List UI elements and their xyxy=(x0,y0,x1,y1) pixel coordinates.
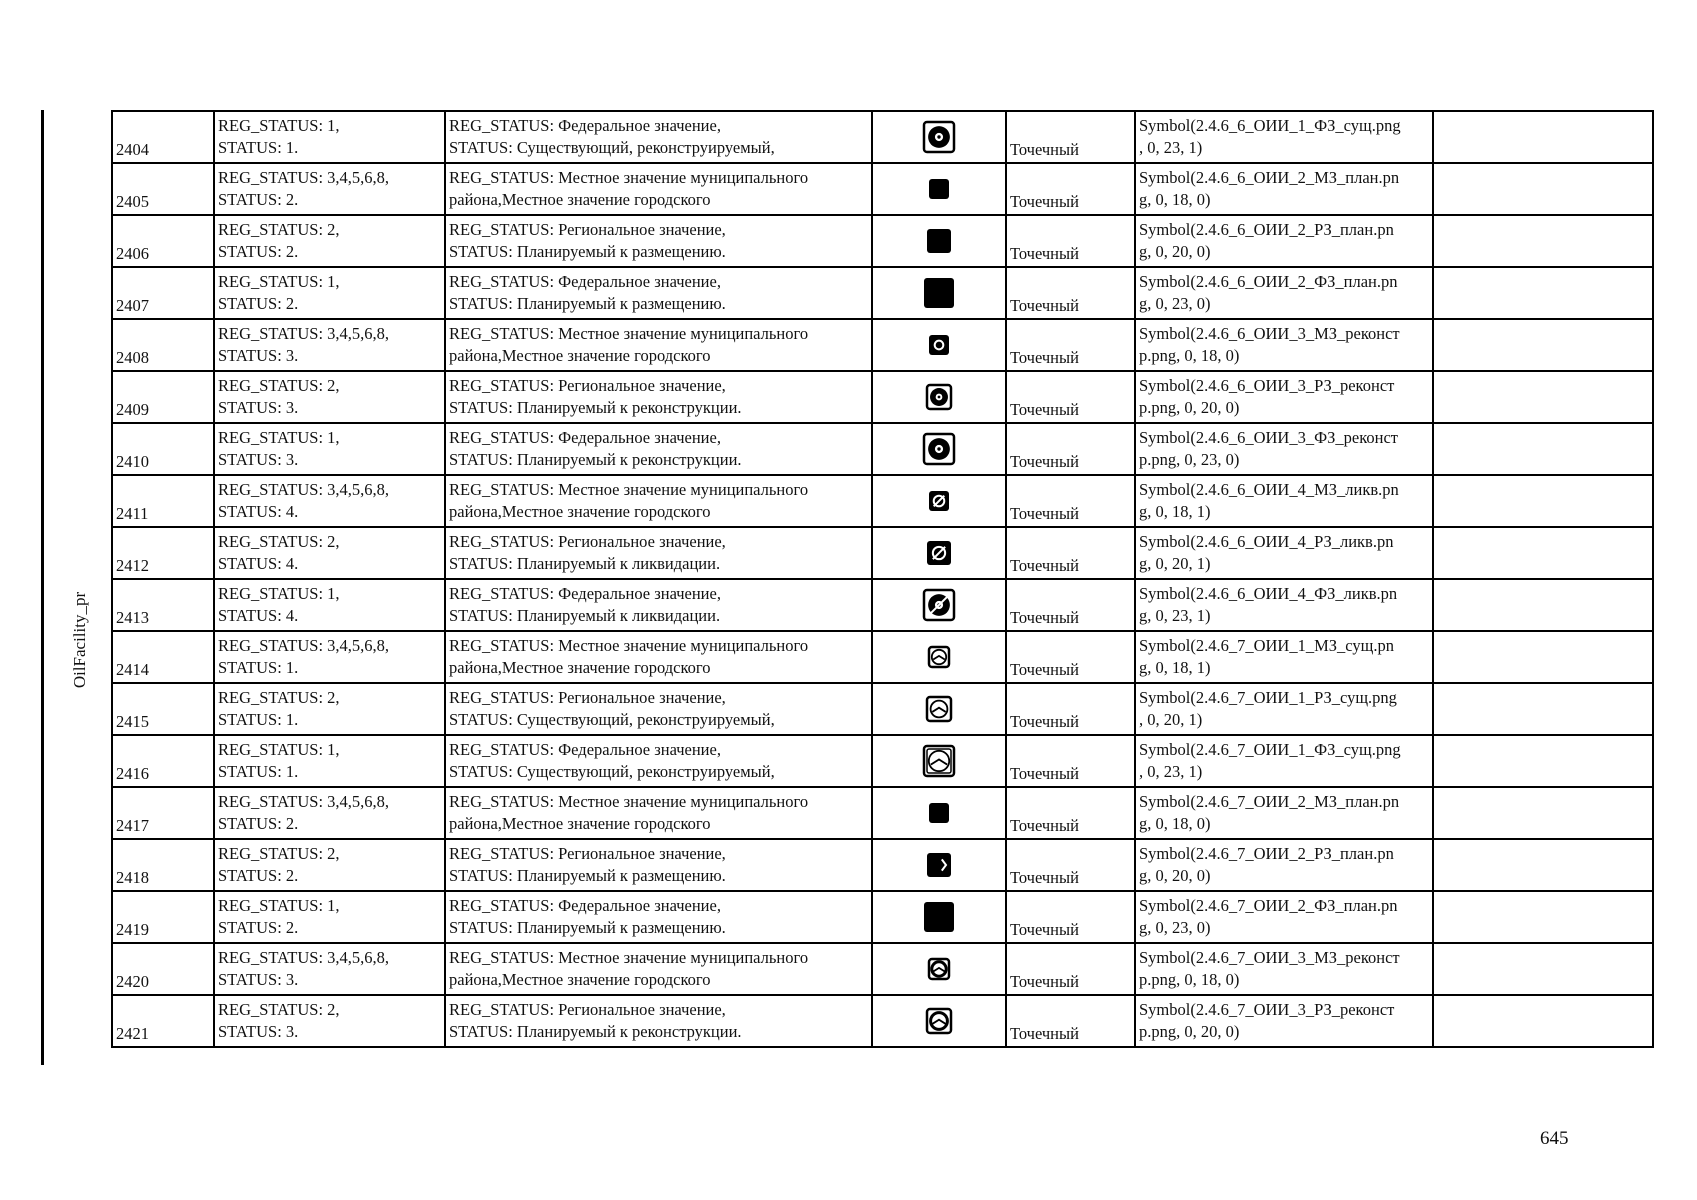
empty-cell xyxy=(1433,163,1653,215)
symbol-preview-cell xyxy=(872,735,1006,787)
symbol-preview-cell xyxy=(872,267,1006,319)
symbol-definition-cell: Symbol(2.4.6_6_ОИИ_4_МЗ_ликв.pn g, 0, 18, 1) xyxy=(1135,475,1433,527)
layer-name-label: OilFacility_pr xyxy=(70,591,89,689)
reg-status-cell: REG_STATUS: 2, STATUS: 3. xyxy=(214,995,445,1047)
geometry-type-cell: Точечный xyxy=(1006,735,1135,787)
description-cell: REG_STATUS: Местное значение муниципального района,Местное значение городского xyxy=(445,319,872,371)
description-cell: REG_STATUS: Региональное значение, STATUS: Планируемый к размещению. xyxy=(445,839,872,891)
table-row xyxy=(112,735,1653,787)
row-id: 2415 xyxy=(112,683,214,735)
empty-cell xyxy=(1433,735,1653,787)
symbol-preview-cell xyxy=(872,371,1006,423)
reg-status-cell: REG_STATUS: 2, STATUS: 1. xyxy=(214,683,445,735)
table-row xyxy=(112,995,1653,1047)
empty-cell xyxy=(1433,371,1653,423)
description-cell: REG_STATUS: Региональное значение, STATUS: Планируемый к реконструкции. xyxy=(445,371,872,423)
symbol-definition-cell: Symbol(2.4.6_6_ОИИ_2_МЗ_план.pn g, 0, 18, 0) xyxy=(1135,163,1433,215)
description-cell: REG_STATUS: Местное значение муниципального района,Местное значение городского xyxy=(445,787,872,839)
symbol-definition-cell: Symbol(2.4.6_7_ОИИ_1_МЗ_сущ.pn g, 0, 18, 1) xyxy=(1135,631,1433,683)
row-id: 2418 xyxy=(112,839,214,891)
symbol-definition-cell: Symbol(2.4.6_6_ОИИ_4_РЗ_ликв.pn g, 0, 20, 1) xyxy=(1135,527,1433,579)
filled-square-small-icon xyxy=(927,801,951,825)
row-id: 2412 xyxy=(112,527,214,579)
empty-cell xyxy=(1433,995,1653,1047)
geometry-type-cell: Точечный xyxy=(1006,787,1135,839)
row-id: 2414 xyxy=(112,631,214,683)
symbol-table xyxy=(111,110,1654,1048)
symbol-preview-cell xyxy=(872,683,1006,735)
geometry-type-cell: Точечный xyxy=(1006,995,1135,1047)
square-ring-dot-medium-icon xyxy=(925,383,953,411)
square-gauge-ring-medium-icon xyxy=(925,1007,953,1035)
row-id: 2407 xyxy=(112,267,214,319)
table-row xyxy=(112,839,1653,891)
symbol-definition-cell: Symbol(2.4.6_6_ОИИ_2_ФЗ_план.pn g, 0, 23, 0) xyxy=(1135,267,1433,319)
empty-cell xyxy=(1433,891,1653,943)
empty-cell xyxy=(1433,111,1653,163)
symbol-preview-cell xyxy=(872,891,1006,943)
row-id: 2410 xyxy=(112,423,214,475)
symbol-definition-cell: Symbol(2.4.6_6_ОИИ_3_ФЗ_реконст р.png, 0, 23, 0) xyxy=(1135,423,1433,475)
row-id: 2404 xyxy=(112,111,214,163)
geometry-type-cell: Точечный xyxy=(1006,683,1135,735)
table-row xyxy=(112,163,1653,215)
table-row xyxy=(112,891,1653,943)
symbol-definition-cell: Symbol(2.4.6_6_ОИИ_3_МЗ_реконст р.png, 0, 18, 0) xyxy=(1135,319,1433,371)
filled-square-large-icon xyxy=(922,900,956,934)
margin-rule xyxy=(41,110,44,1065)
symbol-preview-cell xyxy=(872,579,1006,631)
geometry-type-cell: Точечный xyxy=(1006,475,1135,527)
filled-square-medium-icon xyxy=(925,227,953,255)
empty-cell xyxy=(1433,839,1653,891)
reg-status-cell: REG_STATUS: 1, STATUS: 1. xyxy=(214,735,445,787)
table-row xyxy=(112,579,1653,631)
reg-status-cell: REG_STATUS: 2, STATUS: 2. xyxy=(214,839,445,891)
symbol-preview-cell xyxy=(872,995,1006,1047)
table-row xyxy=(112,319,1653,371)
reg-status-cell: REG_STATUS: 1, STATUS: 1. xyxy=(214,111,445,163)
reg-status-cell: REG_STATUS: 3,4,5,6,8, STATUS: 3. xyxy=(214,319,445,371)
square-ring-dot-large-icon xyxy=(922,120,956,154)
table-row xyxy=(112,371,1653,423)
reg-status-cell: REG_STATUS: 1, STATUS: 2. xyxy=(214,267,445,319)
empty-cell xyxy=(1433,423,1653,475)
empty-cell xyxy=(1433,579,1653,631)
symbol-definition-cell: Symbol(2.4.6_7_ОИИ_1_ФЗ_сущ.png , 0, 23, 1) xyxy=(1135,735,1433,787)
square-gauge-outline-medium-icon xyxy=(925,695,953,723)
description-cell: REG_STATUS: Федеральное значение, STATUS: Существующий, реконструируемый, xyxy=(445,111,872,163)
symbol-definition-cell: Symbol(2.4.6_7_ОИИ_2_ФЗ_план.pn g, 0, 23, 0) xyxy=(1135,891,1433,943)
geometry-type-cell: Точечный xyxy=(1006,943,1135,995)
filled-square-small-icon xyxy=(927,177,951,201)
square-gauge-outline-small-icon xyxy=(927,645,951,669)
reg-status-cell: REG_STATUS: 3,4,5,6,8, STATUS: 2. xyxy=(214,787,445,839)
description-cell: REG_STATUS: Федеральное значение, STATUS: Планируемый к размещению. xyxy=(445,891,872,943)
symbol-definition-cell: Symbol(2.4.6_6_ОИИ_1_ФЗ_сущ.png , 0, 23, 1) xyxy=(1135,111,1433,163)
symbol-definition-cell: Symbol(2.4.6_7_ОИИ_2_РЗ_план.pn g, 0, 20, 0) xyxy=(1135,839,1433,891)
square-ring-dot-large-icon xyxy=(922,432,956,466)
symbol-preview-cell xyxy=(872,163,1006,215)
filled-square-ring-small-icon xyxy=(927,333,951,357)
description-cell: REG_STATUS: Федеральное значение, STATUS: Планируемый к реконструкции. xyxy=(445,423,872,475)
description-cell: REG_STATUS: Региональное значение, STATUS: Планируемый к ликвидации. xyxy=(445,527,872,579)
reg-status-cell: REG_STATUS: 3,4,5,6,8, STATUS: 1. xyxy=(214,631,445,683)
symbol-definition-cell: Symbol(2.4.6_6_ОИИ_4_ФЗ_ликв.pn g, 0, 23, 1) xyxy=(1135,579,1433,631)
table-row xyxy=(112,475,1653,527)
geometry-type-cell: Точечный xyxy=(1006,527,1135,579)
symbol-preview-cell xyxy=(872,787,1006,839)
row-id: 2417 xyxy=(112,787,214,839)
table-row xyxy=(112,787,1653,839)
reg-status-cell: REG_STATUS: 3,4,5,6,8, STATUS: 2. xyxy=(214,163,445,215)
description-cell: REG_STATUS: Федеральное значение, STATUS: Планируемый к ликвидации. xyxy=(445,579,872,631)
table-row xyxy=(112,943,1653,995)
table-row xyxy=(112,683,1653,735)
geometry-type-cell: Точечный xyxy=(1006,319,1135,371)
table-row xyxy=(112,215,1653,267)
filled-square-notched-medium-icon xyxy=(925,851,953,879)
geometry-type-cell: Точечный xyxy=(1006,371,1135,423)
filled-square-large-icon xyxy=(922,276,956,310)
description-cell: REG_STATUS: Федеральное значение, STATUS: Планируемый к размещению. xyxy=(445,267,872,319)
row-id: 2409 xyxy=(112,371,214,423)
description-cell: REG_STATUS: Местное значение муниципального района,Местное значение городского xyxy=(445,475,872,527)
symbol-definition-cell: Symbol(2.4.6_7_ОИИ_3_МЗ_реконст р.png, 0, 18, 0) xyxy=(1135,943,1433,995)
square-ring-crossed-large-icon xyxy=(922,588,956,622)
empty-cell xyxy=(1433,631,1653,683)
empty-cell xyxy=(1433,319,1653,371)
reg-status-cell: REG_STATUS: 2, STATUS: 3. xyxy=(214,371,445,423)
empty-cell xyxy=(1433,683,1653,735)
row-id: 2416 xyxy=(112,735,214,787)
empty-cell xyxy=(1433,215,1653,267)
row-id: 2405 xyxy=(112,163,214,215)
row-id: 2419 xyxy=(112,891,214,943)
symbol-definition-cell: Symbol(2.4.6_7_ОИИ_1_РЗ_сущ.png , 0, 20, 1) xyxy=(1135,683,1433,735)
geometry-type-cell: Точечный xyxy=(1006,267,1135,319)
description-cell: REG_STATUS: Местное значение муниципального района,Местное значение городского xyxy=(445,631,872,683)
symbol-preview-cell xyxy=(872,631,1006,683)
symbol-preview-cell xyxy=(872,527,1006,579)
row-id: 2406 xyxy=(112,215,214,267)
row-id: 2420 xyxy=(112,943,214,995)
reg-status-cell: REG_STATUS: 1, STATUS: 2. xyxy=(214,891,445,943)
geometry-type-cell: Точечный xyxy=(1006,631,1135,683)
geometry-type-cell: Точечный xyxy=(1006,891,1135,943)
geometry-type-cell: Точечный xyxy=(1006,579,1135,631)
description-cell: REG_STATUS: Местное значение муниципального района,Местное значение городского xyxy=(445,943,872,995)
empty-cell xyxy=(1433,267,1653,319)
symbol-preview-cell xyxy=(872,423,1006,475)
symbol-preview-cell xyxy=(872,215,1006,267)
row-id: 2413 xyxy=(112,579,214,631)
row-id: 2411 xyxy=(112,475,214,527)
reg-status-cell: REG_STATUS: 2, STATUS: 4. xyxy=(214,527,445,579)
symbol-preview-cell xyxy=(872,475,1006,527)
table-row xyxy=(112,527,1653,579)
description-cell: REG_STATUS: Региональное значение, STATUS: Планируемый к реконструкции. xyxy=(445,995,872,1047)
geometry-type-cell: Точечный xyxy=(1006,423,1135,475)
table-row xyxy=(112,423,1653,475)
table-row xyxy=(112,267,1653,319)
empty-cell xyxy=(1433,943,1653,995)
symbol-preview-cell xyxy=(872,943,1006,995)
row-id: 2408 xyxy=(112,319,214,371)
reg-status-cell: REG_STATUS: 3,4,5,6,8, STATUS: 4. xyxy=(214,475,445,527)
reg-status-cell: REG_STATUS: 1, STATUS: 3. xyxy=(214,423,445,475)
description-cell: REG_STATUS: Региональное значение, STATUS: Планируемый к размещению. xyxy=(445,215,872,267)
description-cell: REG_STATUS: Федеральное значение, STATUS: Существующий, реконструируемый, xyxy=(445,735,872,787)
reg-status-cell: REG_STATUS: 2, STATUS: 2. xyxy=(214,215,445,267)
empty-cell xyxy=(1433,527,1653,579)
empty-cell xyxy=(1433,787,1653,839)
symbol-preview-cell xyxy=(872,111,1006,163)
geometry-type-cell: Точечный xyxy=(1006,111,1135,163)
symbol-definition-cell: Symbol(2.4.6_7_ОИИ_2_МЗ_план.pn g, 0, 18, 0) xyxy=(1135,787,1433,839)
reg-status-cell: REG_STATUS: 1, STATUS: 4. xyxy=(214,579,445,631)
row-id: 2421 xyxy=(112,995,214,1047)
description-cell: REG_STATUS: Региональное значение, STATUS: Существующий, реконструируемый, xyxy=(445,683,872,735)
square-gauge-ring-small-icon xyxy=(927,957,951,981)
page-number: 645 xyxy=(1540,1128,1569,1149)
symbol-preview-cell xyxy=(872,319,1006,371)
empty-cell xyxy=(1433,475,1653,527)
symbol-definition-cell: Symbol(2.4.6_7_ОИИ_3_РЗ_реконст р.png, 0, 20, 0) xyxy=(1135,995,1433,1047)
filled-square-crossed-medium-icon xyxy=(925,539,953,567)
filled-square-crossed-small-icon xyxy=(927,489,951,513)
description-cell: REG_STATUS: Местное значение муниципального района,Местное значение городского xyxy=(445,163,872,215)
table-row xyxy=(112,111,1653,163)
symbol-definition-cell: Symbol(2.4.6_6_ОИИ_3_РЗ_реконст р.png, 0, 20, 0) xyxy=(1135,371,1433,423)
geometry-type-cell: Точечный xyxy=(1006,839,1135,891)
symbol-definition-cell: Symbol(2.4.6_6_ОИИ_2_РЗ_план.pn g, 0, 20, 0) xyxy=(1135,215,1433,267)
geometry-type-cell: Точечный xyxy=(1006,215,1135,267)
geometry-type-cell: Точечный xyxy=(1006,163,1135,215)
table-row xyxy=(112,631,1653,683)
square-gauge-outline-large-icon xyxy=(922,744,956,778)
reg-status-cell: REG_STATUS: 3,4,5,6,8, STATUS: 3. xyxy=(214,943,445,995)
symbol-preview-cell xyxy=(872,839,1006,891)
